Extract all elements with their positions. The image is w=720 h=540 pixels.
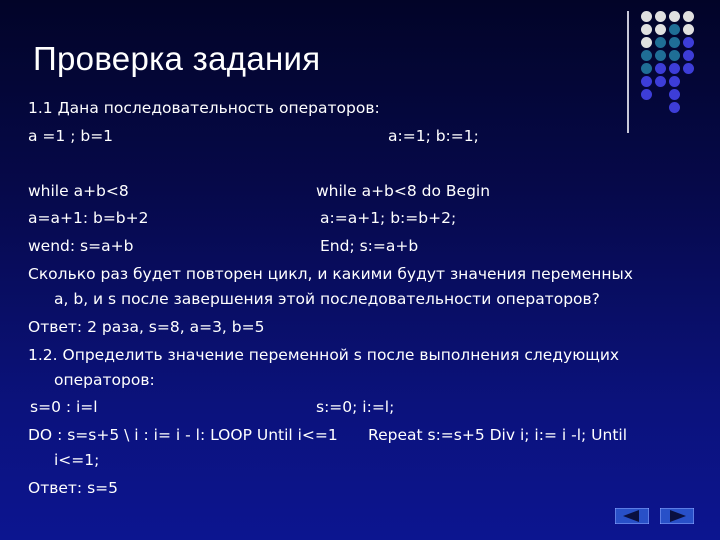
decorative-dot (683, 63, 694, 74)
row6-left: DO : s=s+5 \ i : i= i - l: LOOP Until i<=1 (28, 426, 338, 444)
row4-left: wend: s=a+b (28, 237, 134, 255)
decorative-dot (655, 50, 666, 61)
decorative-dot (683, 37, 694, 48)
task2-line2: операторов: (54, 371, 155, 389)
row2-left: while a+b<8 (28, 182, 129, 200)
decorative-dot (669, 89, 680, 100)
decorative-dot (669, 63, 680, 74)
row2-right: while a+b<8 do Begin (316, 182, 491, 200)
decorative-dot (669, 102, 680, 113)
row5-right: s:=0; i:=l; (316, 398, 395, 416)
decorative-dot (669, 24, 680, 35)
decorative-dot (669, 37, 680, 48)
decorative-dot (655, 37, 666, 48)
decorative-dot (641, 50, 652, 61)
decorative-dot (655, 11, 666, 22)
decorative-dot (683, 50, 694, 61)
row4-right: End; s:=a+b (320, 237, 419, 255)
row3-left: a=a+1: b=b+2 (28, 209, 149, 227)
decorative-dot (641, 37, 652, 48)
prev-slide-button[interactable] (615, 508, 649, 524)
decorative-dot (641, 11, 652, 22)
decorative-dot (669, 11, 680, 22)
question1-line1: Сколько раз будет повторен цикл, и какими будут значения переменных (28, 265, 633, 283)
decorative-dot (669, 76, 680, 87)
decorative-dot (641, 24, 652, 35)
slide-title: Проверка задания (33, 40, 321, 77)
row6-continuation: i<=1; (54, 451, 100, 469)
answer2: Ответ: s=5 (28, 479, 119, 497)
row1-right: a:=1; b:=1; (388, 127, 479, 145)
decorative-dot (655, 76, 666, 87)
decorative-dot (641, 89, 652, 100)
row3-right: a:=a+1; b:=b+2; (320, 209, 457, 227)
decorative-dot (655, 24, 666, 35)
row1-left: a =1 ; b=1 (28, 127, 114, 145)
next-slide-button[interactable] (660, 508, 694, 524)
decorative-dot (683, 24, 694, 35)
decorative-vertical-line (627, 11, 629, 133)
decorative-dot-grid (641, 11, 713, 123)
row6-right: Repeat s:=s+5 Div i; i:= i -l; Until (368, 426, 628, 444)
row5-left: s=0 : i=l (30, 398, 98, 416)
left-arrow-icon (615, 508, 649, 524)
decorative-dot (669, 50, 680, 61)
task2-line1: 1.2. Определить значение переменной s после выполнения следующих (28, 346, 620, 364)
right-arrow-icon (660, 508, 694, 524)
decorative-dot (641, 76, 652, 87)
task1-header: 1.1 Дана последовательность операторов: (28, 99, 380, 117)
decorative-dot (655, 63, 666, 74)
decorative-dot (641, 63, 652, 74)
answer1: Ответ: 2 раза, s=8, a=3, b=5 (28, 318, 265, 336)
question1-line2: a, b, и s после завершения этой последовательности операторов? (54, 290, 600, 308)
decorative-dot (683, 11, 694, 22)
